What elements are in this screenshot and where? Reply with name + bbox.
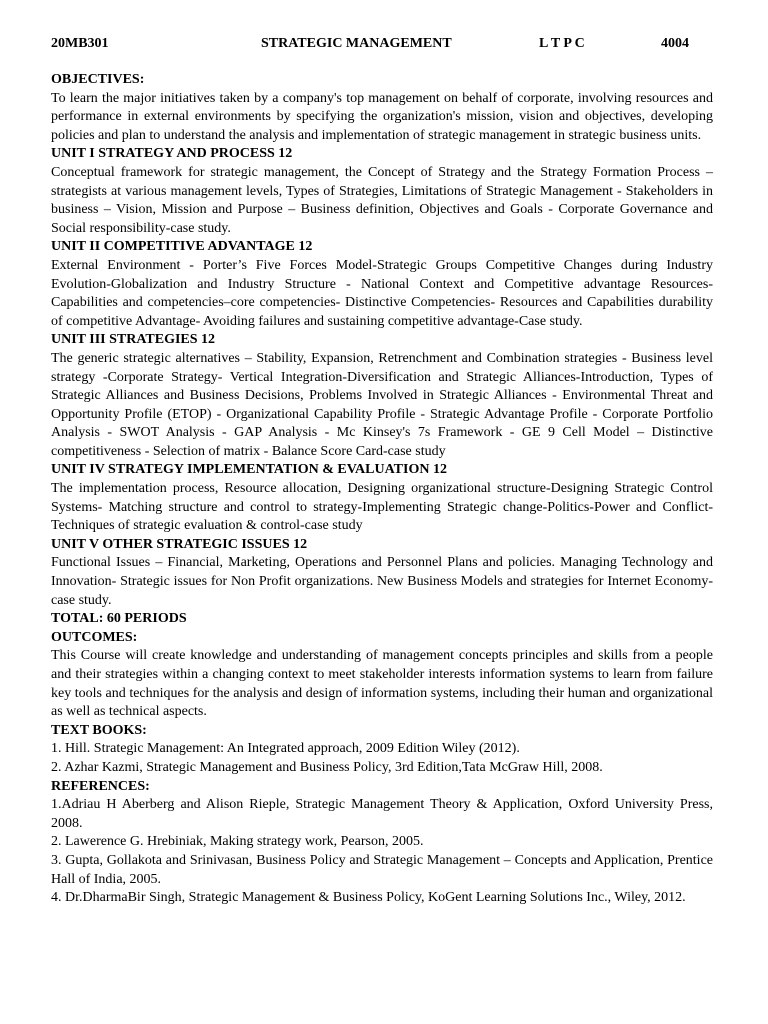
syllabus-page	[51, 36, 713, 908]
objectives-heading: OBJECTIVES:	[51, 72, 145, 87]
unit-1-heading: UNIT I STRATEGY AND PROCESS 12	[51, 146, 293, 162]
outcomes-heading: OUTCOMES:	[51, 629, 138, 645]
reference-item: 4. Dr.DharmaBir Singh, Strategic Management & Business Policy, KoGent Learning Solutions Inc., Wiley, 2012.	[51, 890, 686, 906]
outcomes-text: This Course will create knowledge and understanding of management concepts principles and skills from a people and their strategies within a changing context to meet stakeholder interests information systems to learn from failure key tools and techniques for the analysis and design of information systems, including their human and organizational as well as technical aspects.	[51, 648, 713, 720]
course-title: STRATEGIC MANAGEMENT	[261, 36, 452, 51]
reference-item: 3. Gupta, Gollakota and Srinivasan, Business Policy and Strategic Management – Concepts and Application, Prentice Hall of India, 2005.	[51, 852, 713, 887]
reference-item: 2. Lawerence G. Hrebiniak, Making strategy work, Pearson, 2005.	[51, 834, 424, 850]
unit-5-text: Functional Issues – Financial, Marketing, Operations and Personnel Plans and policies. Managing Technology and Innovation- Strategic issues for Non Profit organizations. New Business Models and strategies for Internet Economy-case study.	[51, 555, 713, 608]
unit-4-heading: UNIT IV STRATEGY IMPLEMENTATION & EVALUATION 12	[51, 462, 447, 478]
ltpc-values: 4004	[661, 36, 689, 51]
objectives-text: To learn the major initiatives taken by a company's top management on behalf of corporate, involving resources and performance in external environments by specifying the organization's mission, vision and objectives, developing policies and plan to understand the analysis and implementation of strategic management in strategic business units.	[51, 90, 713, 143]
ltpc-label: L T P C	[539, 36, 585, 51]
unit-5-heading: UNIT V OTHER STRATEGIC ISSUES 12	[51, 536, 308, 552]
course-header	[51, 36, 713, 58]
unit-1-text: Conceptual framework for strategic management, the Concept of Strategy and the Strategy Formation Process – strategists at various management levels, Types of Strategies, Limitations of Strategic Management - Stakeholders in business – Vision, Mission and Purpose – Business definition, Objectives and Goals - Corporate Governance and Social responsibility-case study.	[51, 164, 713, 236]
unit-2-text: External Environment - Porter’s Five Forces Model-Strategic Groups Competitive Changes during Industry Evolution-Globalization and Industry Structure - National Context and Competitive advantage Resources- Capabilities and competencies–core competencies- Distinctive Competencies- Resources and Capabilities durability of competitive Advantage- Avoiding failures and sustaining competitive advantage-Case study.	[51, 257, 713, 329]
text-book-item: 1. Hill. Strategic Management: An Integrated approach, 2009 Edition Wiley (2012).	[51, 741, 520, 757]
text-book-item: 2. Azhar Kazmi, Strategic Management and Business Policy, 3rd Edition,Tata McGraw Hill, 2008.	[51, 759, 603, 775]
unit-3-heading: UNIT III STRATEGIES 12	[51, 332, 216, 348]
text-books-heading: TEXT BOOKS:	[51, 722, 147, 738]
reference-item: 1.Adriau H Aberberg and Alison Rieple, Strategic Management Theory & Application, Oxford University Press, 2008.	[51, 797, 713, 831]
course-code: 20MB301	[51, 36, 109, 51]
unit-2-heading: UNIT II COMPETITIVE ADVANTAGE 12	[51, 239, 313, 255]
syllabus-content	[51, 71, 713, 908]
unit-4-text: The implementation process, Resource allocation, Designing organizational structure-Designing Strategic Control Systems- Matching structure and control to strategy-Implementing Strategic change-Politics-Power and Conflict-Techniques of strategic evaluation & control-case study	[51, 481, 713, 534]
unit-3-text: The generic strategic alternatives – Stability, Expansion, Retrenchment and Combination strategies - Business level strategy -Corporate Strategy- Vertical Integration-Diversification and Strategic Alliances-Introduction, Types of Strategic Alliances and Business Decisions, Problems Involved in Strategic Alliances - Environmental Threat and Opportunity Profile (ETOP) - Organizational Capability Profile - Strategic Advantage Profile - Corporate Portfolio Analysis - SWOT Analysis - GAP Analysis - Mc Kinsey's 7s Framework - GE 9 Cell Model – Distinctive competitiveness - Selection of matrix - Balance Score Card-case study	[51, 350, 713, 459]
total-periods: TOTAL: 60 PERIODS	[51, 611, 187, 627]
references-heading: REFERENCES:	[51, 778, 150, 794]
